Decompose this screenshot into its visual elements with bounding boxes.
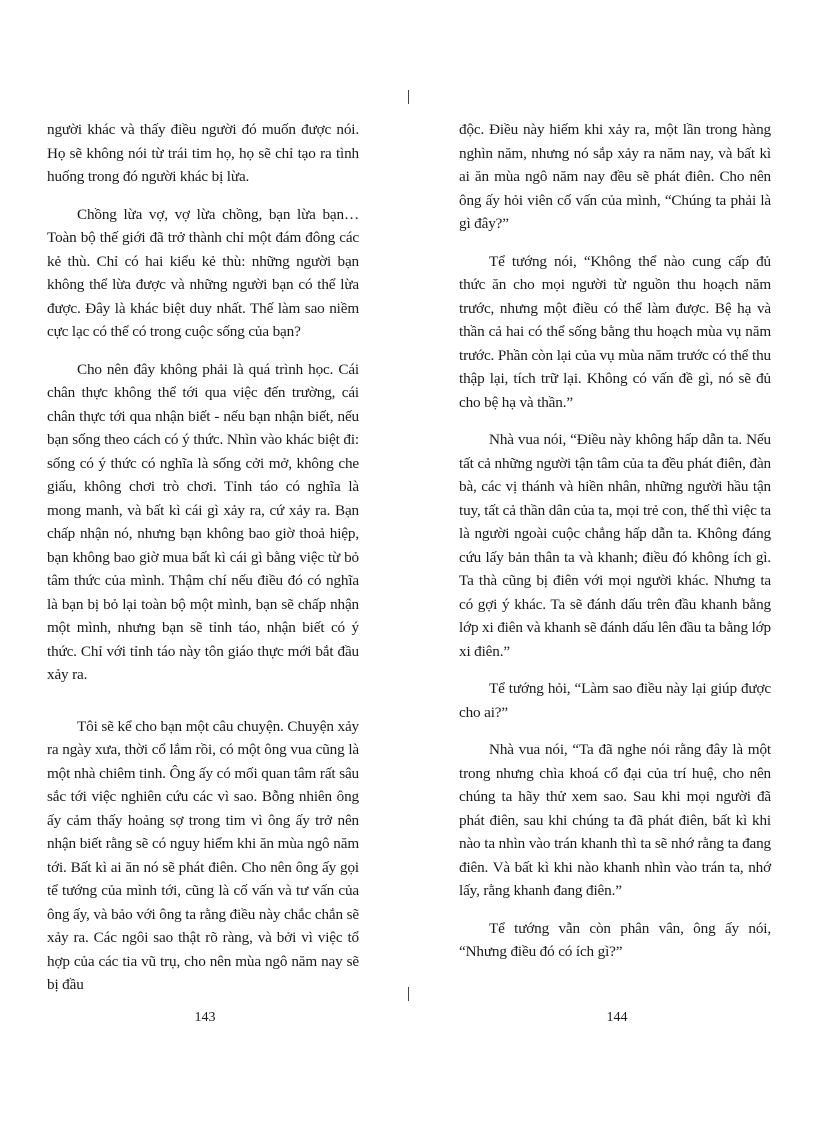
paragraph: Cho nên đây không phải là quá trình học. Cái chân thực không thể tới qua việc đến trường, cái chân thực tới qua nhận biết - nếu bạn nhận biết, nếu bạn sống theo cách có ý thức. Nhìn vào khác biệt đi: sống có ý thức có nghĩa là sống cởi mở, không che giấu, không chơi trò chơi. Tỉnh táo có nghĩa là mong manh, và bất kì cái gì xảy ra, cứ xảy ra. Bạn chấp nhận nó, nhưng bạn không bao giờ thoả hiệp, bạn không bao giờ mua bất kì cái gì bằng việc từ bỏ tâm thức của mình. Thậm chí nếu điều đó có nghĩa là bạn bị bỏ lại toàn bộ một mình, bạn sẽ chấp nhận một mình, nhưng bạn sẽ tỉnh táo, nhận biết có ý thức. Chỉ với tỉnh táo này tôn giáo thực mới bắt đầu xảy ra.	[47, 360, 359, 683]
paragraph: Nhà vua nói, “Ta đã nghe nói rằng đây là một trong nhưng chìa khoá cổ đại của trí huệ, cho nên chúng ta hãy thử xem sao. Sau khi mọi người đã phát điên, sau khi chúng ta đã phát điên, bất kì khi nào ta nhìn vào trán khanh thì ta sẽ nhớ rằng ta đang điên. Và bất kì khi nào khanh nhìn vào trán ta, nhớ lấy, rằng khanh đang điên.”	[459, 741, 771, 899]
right-page-text	[459, 118, 771, 978]
page-number-left: 143	[194, 1010, 216, 1025]
gutter-mark-top	[408, 90, 409, 104]
paragraph: Tể tướng nói, “Không thể nào cung cấp đủ thức ăn cho mọi người từ nguồn thu hoạch năm trước, nhưng một điều có thể làm được. Bệ hạ và thần cả hai có thể sống bằng thu hoạch mùa vụ năm trước. Phần còn lại của vụ mùa năm trước có thể thu thập lại, tích trữ lại. Không có vấn đề gì, nó sẽ đủ cho bệ hạ và thần.”	[459, 252, 771, 411]
left-page-text	[47, 118, 359, 1011]
gutter-mark-bottom	[408, 987, 409, 1001]
page-number-right: 144	[606, 1010, 628, 1025]
paragraph: Nhà vua nói, “Điều này không hấp dẫn ta. Nếu tất cả những người tận tâm của ta đều phát điên, đàn bà, các vị thánh và hiền nhân, những người hầu tận tuy, tất cả thần dân của ta, mọi trẻ con, thế thì việc ta là người ngoài cuộc chẳng hấp dẫn ta. Không đáng cứu lấy bản thân ta và khanh; điều đó không ích gì. Ta thà cũng bị điên với mọi người khác. Nhưng ta có gợi ý khác. Ta sẽ đánh dấu trên đầu khanh bằng lớp xi điên và khanh sẽ đánh dấu lên đầu ta bằng lớp xi điên.”	[459, 431, 771, 660]
paragraph: Tôi sẽ kể cho bạn một câu chuyện. Chuyện xảy ra ngày xưa, thời cổ lắm rồi, có một ông vua cũng là một nhà chiêm tinh. Ông ấy có mối quan tâm rất sâu sắc tới việc nghiên cứu các vì sao. Bỗng nhiên ông ấy cảm thấy hoảng sợ trong tim vì ông ấy trở nên nhận biết rằng sẽ có nguy hiểm khi ăn mùa ngô năm tới. Bất kì ai ăn nó sẽ phát điên. Cho nên ông ấy gọi tể tướng của mình tới, cũng là cố vấn và tư vấn của ông ấy, và bảo với ông ta rằng điều này chắc chắn sẽ xảy ra. Các ngôi sao thật rõ ràng, và bởi vì việc tổ hợp của các tia vũ trụ, cho nên mùa ngô năm nay sẽ bị đầu	[47, 717, 359, 993]
paragraph: độc. Điều này hiếm khi xảy ra, một lần trong hàng nghìn năm, nhưng nó sắp xảy ra năm nay, và bất kì ai ăn mùa ngô năm nay đều sẽ phát điên. Cho nên ông ấy hỏi viên cố vấn của mình, “Chúng ta phải là gì đây?”	[459, 121, 771, 232]
paragraph: Tể tướng vẫn còn phân vân, ông ấy nói, “Nhưng điều đó có ích gì?”	[459, 919, 771, 960]
paragraph: người khác và thấy điều người đó muốn được nói. Họ sẽ không nói từ trái tim họ, họ sẽ chỉ tạo ra tình huống trong đó người khác bị lừa.	[47, 121, 359, 185]
paragraph: Chồng lừa vợ, vợ lừa chồng, bạn lừa bạn… Toàn bộ thế giới đã trở thành chỉ một đám đông các kẻ thù. Chỉ có hai kiểu kẻ thù: những người bạn không thể lừa được và những người bạn có thể lừa được. Đây là khác biệt duy nhất. Thế làm sao niềm cực lạc có thể có trong cuộc sống của bạn?	[47, 205, 359, 340]
paragraph: Tể tướng hỏi, “Làm sao điều này lại giúp được cho ai?”	[459, 680, 771, 721]
